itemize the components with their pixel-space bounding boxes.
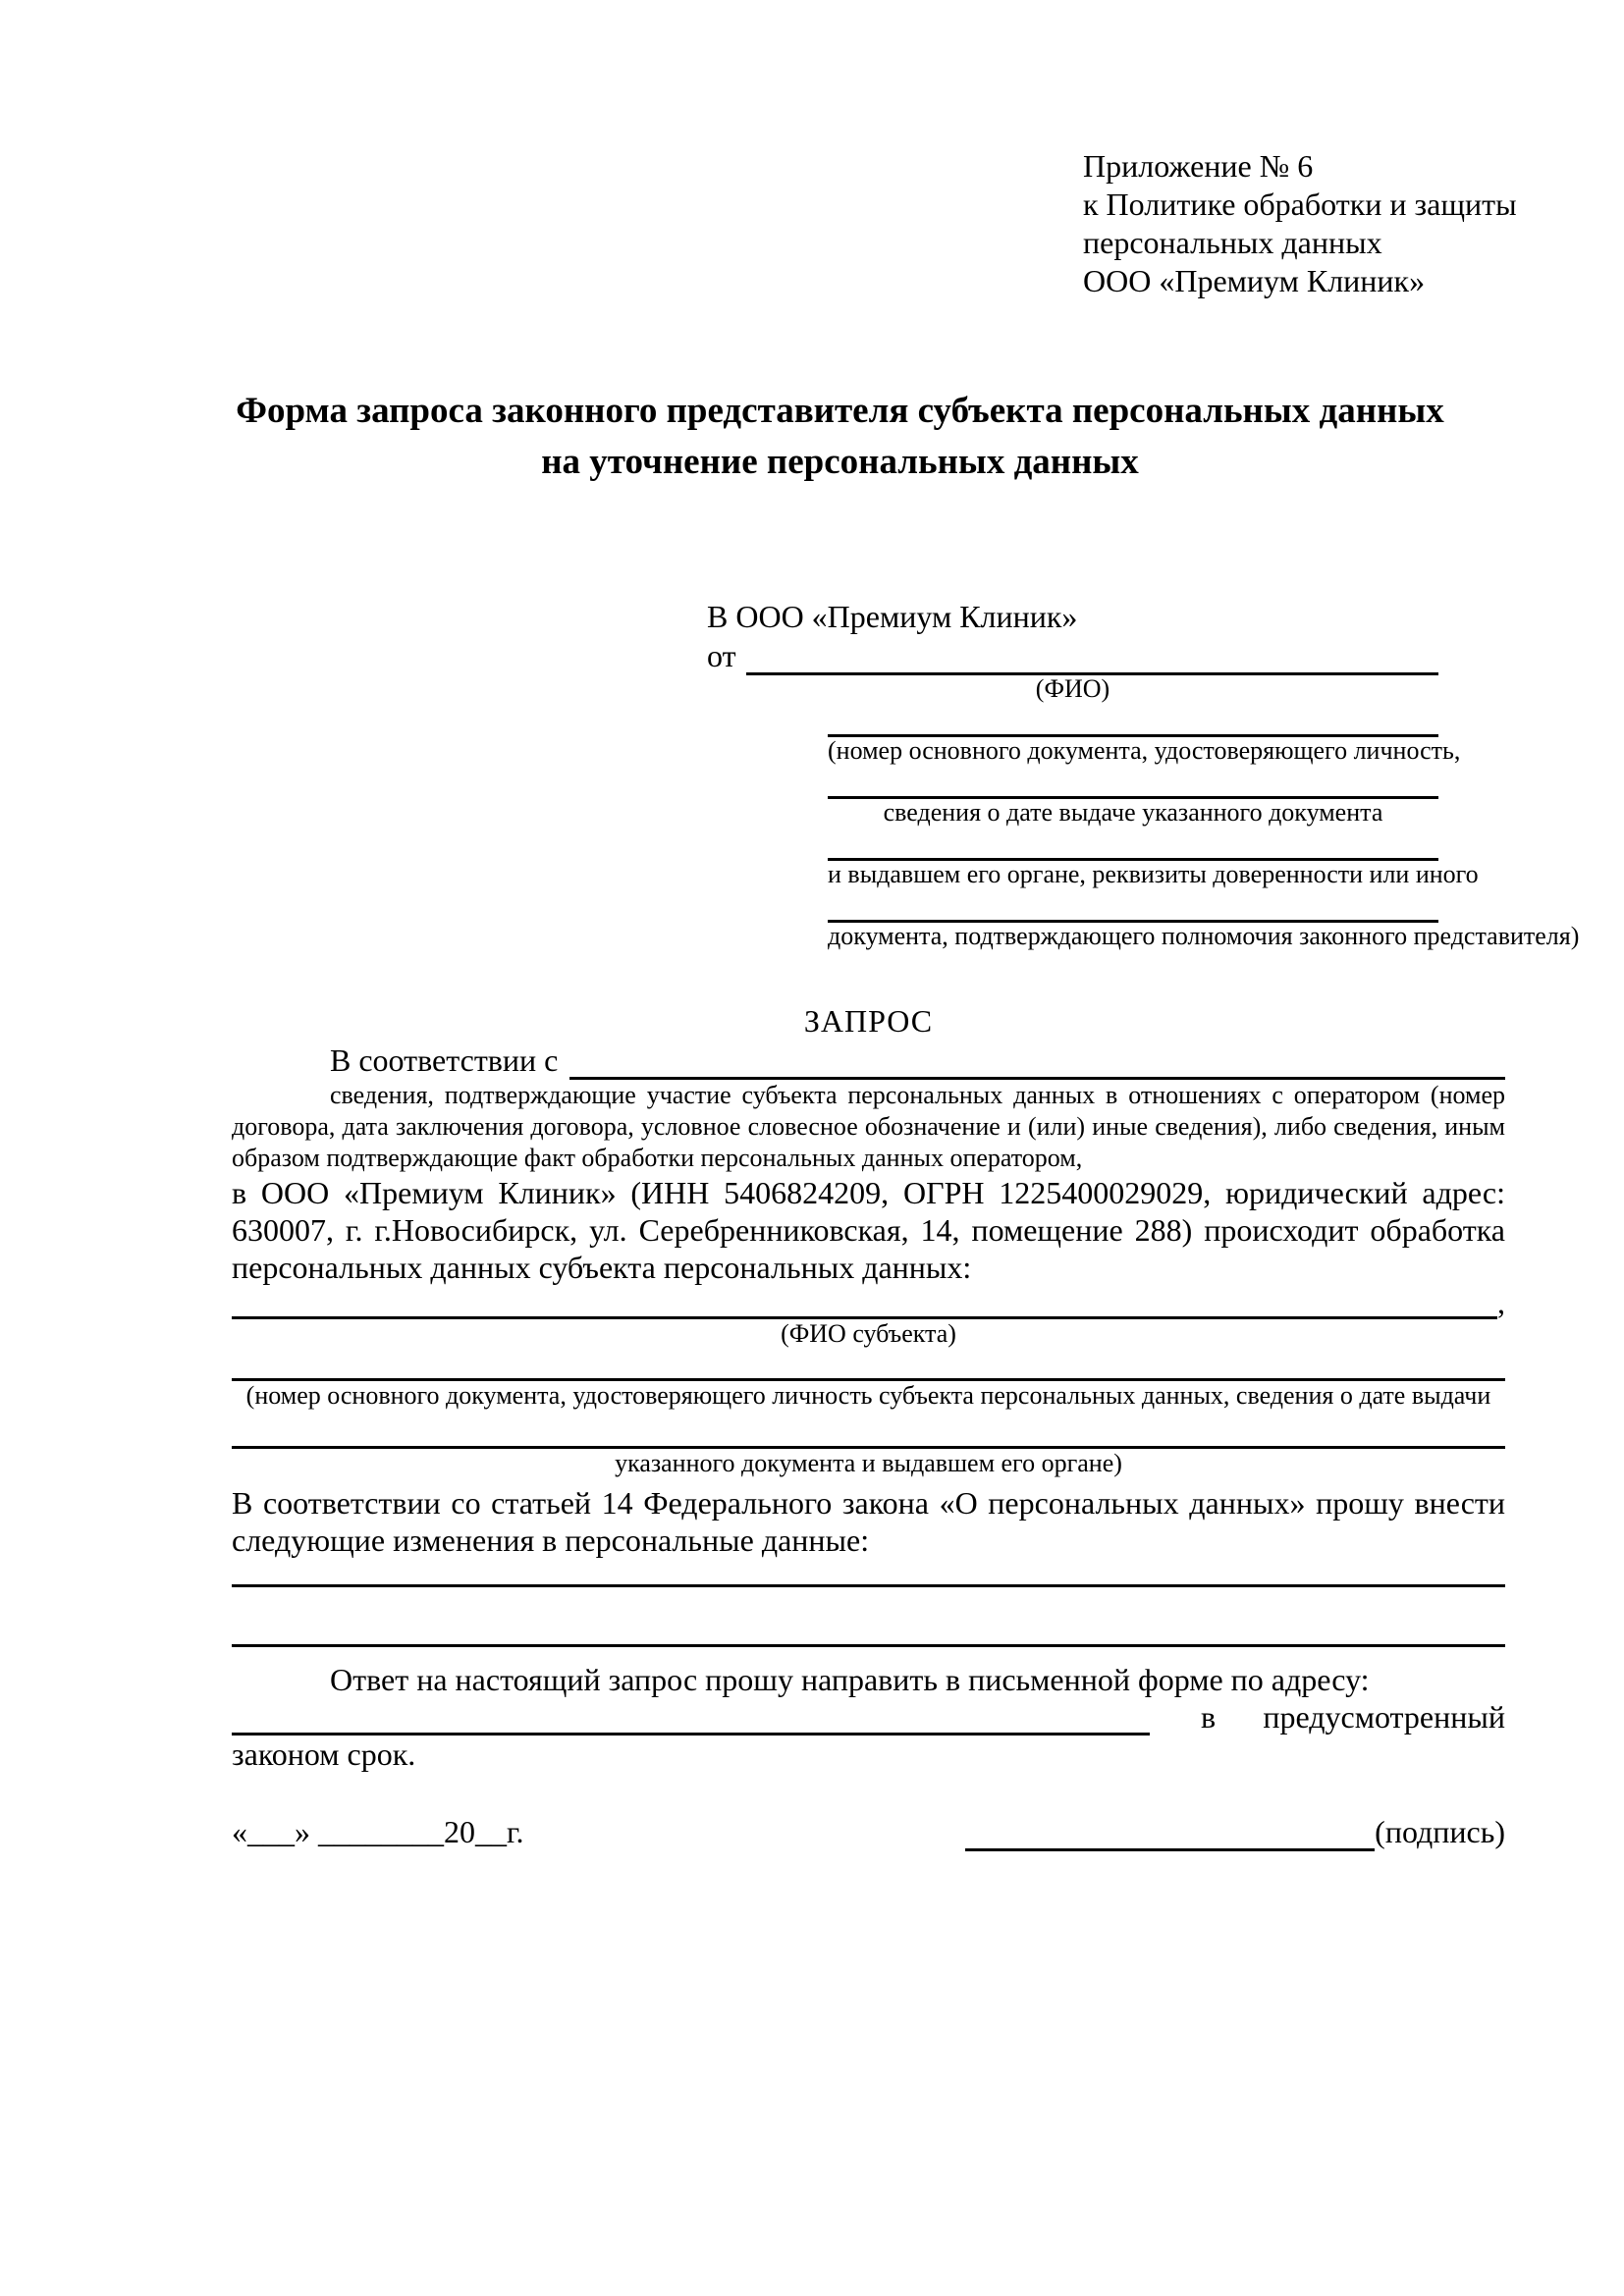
document-title-line-2: на уточнение персональных данных bbox=[541, 442, 1139, 482]
subject-doc-line-2 bbox=[232, 1411, 1505, 1449]
subject-fio-line bbox=[232, 1293, 1497, 1319]
authority-document-caption: документа, подтверждающего полномочия законного представителя) bbox=[828, 922, 1580, 950]
intro-label: В соответствии с bbox=[330, 1042, 559, 1078]
authority-document-group bbox=[828, 892, 1580, 950]
appendix-line-1: Приложение № 6 bbox=[1083, 148, 1314, 184]
appendix-note bbox=[1083, 147, 1517, 300]
document-number-line bbox=[828, 707, 1438, 737]
document-title bbox=[175, 386, 1505, 488]
intro-fill-line bbox=[569, 1041, 1505, 1080]
signature-row bbox=[232, 1812, 1505, 1851]
reply-address-row bbox=[232, 1698, 1505, 1735]
document-number-group bbox=[828, 707, 1461, 765]
trailing-comma: , bbox=[1497, 1285, 1505, 1320]
from-label: от bbox=[707, 638, 736, 673]
issue-date-line bbox=[828, 769, 1438, 799]
authority-document-line bbox=[828, 892, 1438, 923]
subject-fio-caption: (ФИО субъекта) bbox=[781, 1319, 956, 1348]
addressee-organization: В ООО «Премиум Клиник» bbox=[707, 599, 1078, 634]
issuing-authority-group bbox=[828, 830, 1479, 888]
appendix-line-3: персональных данных bbox=[1083, 225, 1382, 260]
law-paragraph: В соответствии со статьей 14 Федерального закона «О персональных данных» прошу внести следующие изменения в персональные данные: bbox=[232, 1485, 1505, 1558]
issue-date-caption: сведения о дате выдаче указанного документа bbox=[883, 798, 1383, 827]
addressee-block bbox=[707, 597, 1580, 950]
document-number-caption: (номер основного документа, удостоверяющего личность, bbox=[828, 736, 1461, 765]
operator-paragraph: в ООО «Премиум Клиник» (ИНН 5406824209, ОГРН 1225400029029, юридический адрес: 630007, г. г.Новосибирск, ул. Серебренниковская, 14, помещение 288) происходит обработка персональных данных субъекта персональных данных: bbox=[232, 1175, 1505, 1285]
signature-line bbox=[965, 1815, 1375, 1851]
from-fill-line bbox=[746, 636, 1438, 675]
issuing-authority-caption: и выдавшем его органе, реквизиты доверенности или иного bbox=[828, 860, 1479, 888]
changes-line-2 bbox=[232, 1609, 1505, 1647]
subject-fio-row bbox=[232, 1286, 1505, 1319]
issuing-authority-line bbox=[828, 830, 1438, 861]
subject-doc-line-1 bbox=[232, 1349, 1505, 1381]
document-title-line-1: Форма запроса законного представителя субъекта персональных данных bbox=[236, 391, 1444, 431]
intro-row bbox=[232, 1041, 1505, 1080]
reply-address-line bbox=[232, 1705, 1150, 1735]
reply-paragraph: Ответ на настоящий запрос прошу направить в письменной форме по адресу: bbox=[330, 1662, 1370, 1697]
date-placeholder: «___» ________20__г. bbox=[232, 1814, 524, 1849]
reply-tail-word-2: предусмотренный bbox=[1263, 1699, 1505, 1735]
intro-caption: сведения, подтверждающие участие субъекта персональных данных в отношениях с оператором (номер договора, дата заключения договора, условное словесное обозначение и (или) иные сведения), либо сведения, иным образом подтверждающие факт обработки персональных данных оператором, bbox=[232, 1081, 1505, 1172]
request-body bbox=[232, 1001, 1505, 1851]
reply-closing: законом срок. bbox=[232, 1736, 416, 1772]
reply-tail-word-1: в bbox=[1201, 1699, 1217, 1735]
request-heading: ЗАПРОС bbox=[803, 1003, 934, 1039]
signature-caption: (подпись) bbox=[1375, 1814, 1505, 1849]
appendix-line-4: ООО «Премиум Клиник» bbox=[1083, 263, 1426, 298]
subject-doc-caption-1: (номер основного документа, удостоверяющего личность субъекта персональных данных, сведения о дате выдачи bbox=[245, 1381, 1491, 1410]
changes-line-1 bbox=[232, 1559, 1505, 1587]
issue-date-group bbox=[828, 769, 1438, 827]
from-row bbox=[707, 636, 1438, 675]
subject-doc-caption-2: указанного документа и выдавшем его органе) bbox=[615, 1449, 1122, 1477]
appendix-line-2: к Политике обработки и защиты bbox=[1083, 187, 1517, 222]
fio-caption: (ФИО) bbox=[1035, 674, 1110, 703]
signature-block bbox=[965, 1812, 1505, 1851]
